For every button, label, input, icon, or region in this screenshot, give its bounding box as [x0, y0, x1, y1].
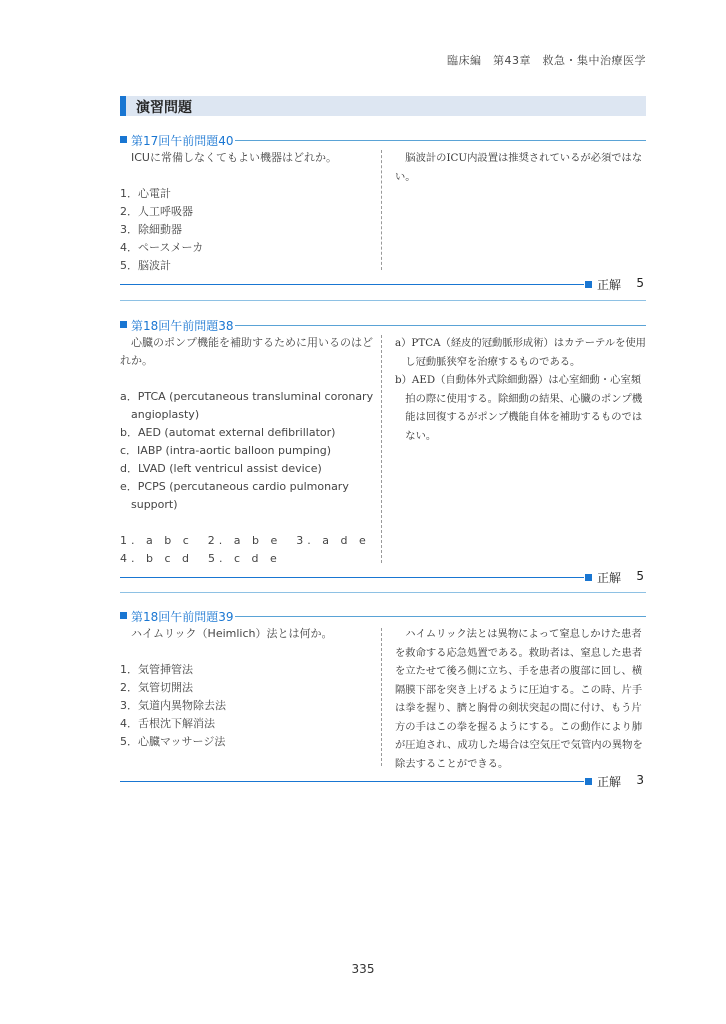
explanation [395, 334, 647, 445]
square-bullet-icon [585, 778, 592, 785]
answer-rule [120, 577, 584, 578]
option: 1．気管挿管法 [120, 663, 193, 676]
question-rule [220, 140, 646, 141]
option: 5．脳波計 [120, 259, 171, 272]
question-header [120, 609, 646, 623]
choice-row: 1. a b c 2. a b e 3. a d e [120, 534, 370, 547]
column-divider [381, 150, 382, 270]
section-header [120, 96, 646, 116]
question-stem: 心臓のポンプ機能を補助するために用いるのはどれか。 [120, 336, 373, 367]
question-label: 第17回午前問題40 [131, 134, 234, 148]
option: 2．気管切開法 [120, 681, 193, 694]
answer-line [120, 277, 646, 291]
option: e．PCPS (percutaneous cardio pulmonary support) [120, 480, 349, 511]
explanation [395, 625, 647, 773]
square-bullet-icon [585, 574, 592, 581]
answer-line [120, 774, 646, 788]
question-rule [220, 616, 646, 617]
question-body [120, 625, 376, 751]
answer-value: 5 [636, 276, 644, 290]
option: 3．除細動器 [120, 223, 182, 236]
section-title: 演習問題 [136, 100, 192, 116]
answer-rule [120, 284, 584, 285]
option: 2．人工呼吸器 [120, 205, 193, 218]
question-body [120, 149, 376, 275]
answer-value: 5 [636, 569, 644, 583]
option: d．LVAD (left ventricul assist device) [120, 462, 322, 475]
option: a．PTCA (percutaneous transluminal coronary angioplasty) [120, 390, 374, 421]
column-divider [381, 628, 382, 766]
answer-label: 正解 [596, 278, 621, 292]
option: 5．心臓マッサージ法 [120, 735, 226, 748]
section-separator [120, 300, 646, 301]
option: 4．舌根沈下解消法 [120, 717, 215, 730]
question-header [120, 318, 646, 332]
square-bullet-icon [585, 281, 592, 288]
explanation [395, 149, 647, 186]
choice-row: 4. b c d 5. c d e [120, 552, 281, 565]
page-number: 335 [351, 962, 375, 976]
explanation-text: 脳波計のICU内設置は推奨されているが必須ではない。 [395, 152, 643, 183]
option: 4．ペースメーカ [120, 241, 204, 254]
question-header [120, 133, 646, 147]
section-separator [120, 592, 646, 593]
column-divider [381, 335, 382, 563]
question-label: 第18回午前問題38 [131, 319, 234, 333]
answer-label: 正解 [596, 571, 621, 585]
section-accent-bar [120, 96, 126, 116]
option: 3．気道内異物除去法 [120, 699, 226, 712]
answer-value: 3 [636, 773, 644, 787]
answer-rule [120, 781, 584, 782]
question-rule [220, 325, 646, 326]
answer-line [120, 570, 646, 584]
running-head: 臨床編 第43章 救急・集中治療医学 [447, 54, 646, 67]
square-bullet-icon [120, 612, 127, 619]
answer-label: 正解 [596, 775, 621, 789]
explanation-text: a）PTCA（経皮的冠動脈形成術）はカテーテルを使用し冠動脈狭窄を治療するものである。 [395, 337, 646, 368]
square-bullet-icon [120, 136, 127, 143]
question-body [120, 334, 376, 568]
explanation-text: b）AED（自動体外式除細動器）は心室細動・心室頻拍の際に使用する。除細動の結果、心臓のポンプ機能は回復するがポンプ機能自体を補助するものではない。 [395, 374, 643, 442]
explanation-text: ハイムリック法とは異物によって窒息しかけた患者を救命する応急処置である。救助者は、窒息した患者を立たせて後ろ側に立ち、手を患者の腹部に回し、横隔膜下部を突き上げるように圧迫する。この時、片手は拳を握り、臍と胸骨の剣状突起の間に付け、もう片方の手はこの拳を握るようにする。この動作により肺が圧迫され、成功した場合は空気圧で気管内の異物を除去することができる。 [395, 628, 643, 770]
square-bullet-icon [120, 321, 127, 328]
option: b．AED (automat external defibrillator) [120, 426, 336, 439]
option: c．IABP (intra-aortic balloon pumping) [120, 444, 331, 457]
question-stem: ハイムリック（Heimlich）法とは何か。 [131, 627, 333, 640]
option: 1．心電計 [120, 187, 171, 200]
question-label: 第18回午前問題39 [131, 610, 234, 624]
question-stem: ICUに常備しなくてもよい機器はどれか。 [131, 151, 337, 164]
